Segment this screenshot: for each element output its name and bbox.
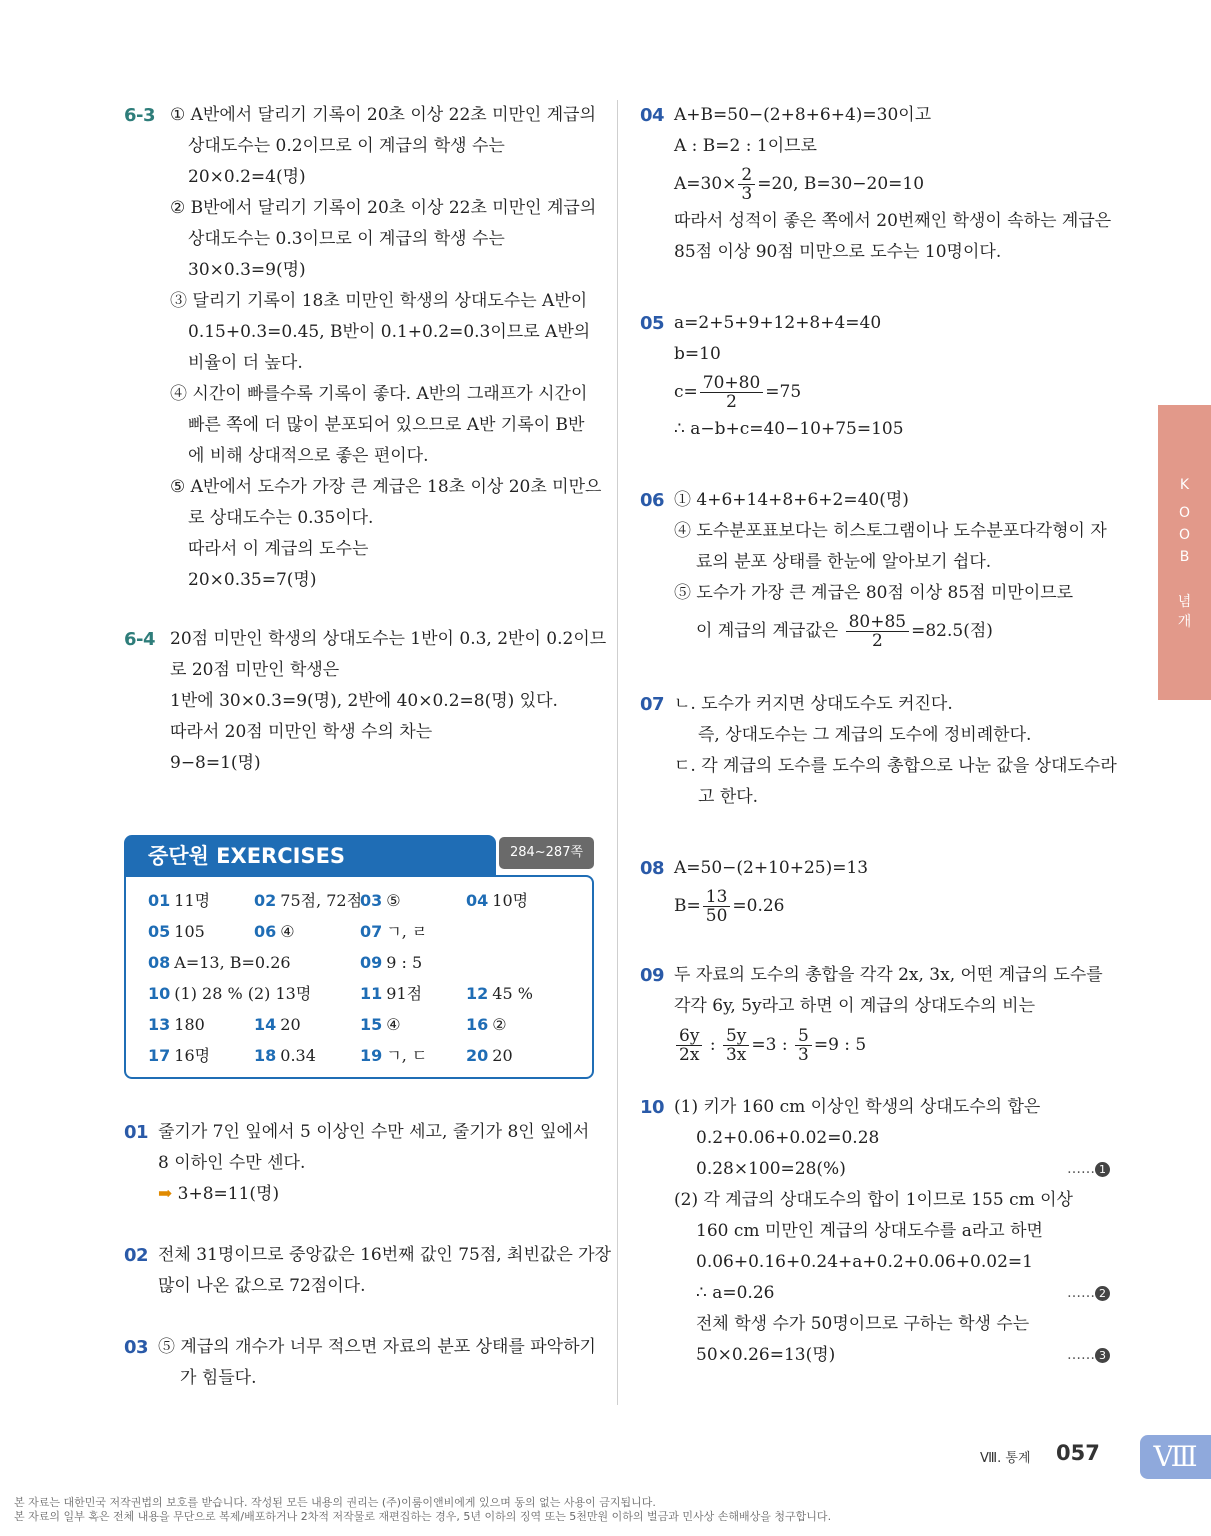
problem-number: 03 <box>124 1337 149 1358</box>
text-line: ⑤ 계급의 개수가 너무 적으면 자료의 분포 상태를 파악하기 <box>158 1337 596 1357</box>
exercise-number: 17 <box>148 1046 171 1065</box>
exercise-value: 105 <box>174 922 205 941</box>
text-line: ④ 시간이 빠를수록 기록이 좋다. A반의 그래프가 시간이 <box>170 384 588 404</box>
text-line: 0.2+0.06+0.02=0.28 <box>696 1128 880 1148</box>
score-mark-1: …… 1 <box>1067 1154 1110 1185</box>
exercise-number: 08 <box>148 953 171 972</box>
problem-number: 10 <box>640 1097 665 1118</box>
problem-07 <box>640 689 1117 813</box>
problem-number: 6-4 <box>124 629 156 650</box>
exercise-number: 16 <box>466 1015 489 1034</box>
problem-number: 05 <box>640 313 665 334</box>
text-line: 상대도수는 0.2이므로 이 계급의 학생 수는 <box>188 136 505 156</box>
fraction: $\frac{70+80}{2}$ <box>700 374 764 411</box>
exercise-answer <box>360 916 466 947</box>
exercise-answer <box>148 1009 254 1040</box>
score-mark-3: …… 3 <box>1067 1340 1110 1371</box>
text-line: ③ 달리기 기록이 18초 미만인 학생의 상대도수는 A반이 <box>170 291 588 311</box>
problem-02 <box>124 1240 611 1302</box>
text-line: 20점 미만인 학생의 상대도수는 1반이 0.3, 2반이 0.2이므 <box>170 629 607 649</box>
exercise-value: 11명 <box>174 891 211 910</box>
text-line: =3 : <box>751 1035 793 1055</box>
problem-number: 6-3 <box>124 105 156 126</box>
text-line: (2) 각 계급의 상대도수의 합이 1이므로 155 cm 이상 <box>674 1190 1073 1210</box>
text-line: B= <box>674 896 701 916</box>
exercise-answer <box>254 978 360 1009</box>
exercise-number: 10 <box>148 984 171 1003</box>
exercise-value: ④ <box>280 922 295 941</box>
text-line: ∴ a−b+c=40−10+75=105 <box>674 419 904 439</box>
exercise-value: 75점, 72점 <box>280 891 363 910</box>
exercise-answer <box>254 885 363 916</box>
score-mark-2: …… 2 <box>1067 1278 1110 1309</box>
answer-line: 3+8=11(명) <box>177 1184 280 1204</box>
exercise-value: 20 <box>492 1046 513 1065</box>
exercise-number: 19 <box>360 1046 383 1065</box>
side-tab-char: 개 <box>1177 614 1192 630</box>
text-line: 비율이 더 높다. <box>188 353 303 373</box>
exercise-answer <box>466 947 572 978</box>
problem-03 <box>124 1332 594 1394</box>
text-line: ⑤ A반에서 도수가 가장 큰 계급은 18초 이상 20초 미만으 <box>170 477 602 497</box>
problem-number: 06 <box>640 490 665 511</box>
exercise-value: 16명 <box>174 1046 211 1065</box>
exercise-number: 18 <box>254 1046 277 1065</box>
problem-08 <box>640 853 1112 928</box>
side-tab-char: O <box>1178 505 1191 521</box>
exercise-number: 03 <box>360 891 383 910</box>
exercise-number: 15 <box>360 1015 383 1034</box>
side-tab-concept-book <box>1158 405 1211 700</box>
text-line: 료의 분포 상태를 한눈에 알아보기 쉽다. <box>696 552 992 572</box>
fraction: $\frac{80+85}{2}$ <box>846 613 910 650</box>
text-line: 두 자료의 도수의 총합을 각각 2x, 3x, 어떤 계급의 도수를 <box>674 965 1103 985</box>
column-divider <box>617 100 618 1405</box>
text-line: 160 cm 미만인 계급의 상대도수를 a라고 하면 <box>696 1221 1043 1241</box>
exercise-number: 13 <box>148 1015 171 1034</box>
exercise-answer <box>254 947 360 978</box>
problem-05 <box>640 308 1112 445</box>
exercise-answer <box>148 978 312 1009</box>
text-line: 따라서 20점 미만인 학생 수의 차는 <box>170 722 433 742</box>
text-line: 0.28×100=28(%) <box>696 1159 846 1179</box>
text-line: =82.5(점) <box>911 621 993 641</box>
text-line: 많이 나온 값으로 72점이다. <box>158 1276 366 1296</box>
text-line: ㄴ. 도수가 커지면 상대도수도 커진다. <box>674 694 953 714</box>
exercise-answer <box>466 916 572 947</box>
exercise-value: ㄱ, ㄹ <box>386 922 428 941</box>
exercise-number: 12 <box>466 984 489 1003</box>
exercises-title: 중단원 EXERCISES <box>124 835 496 875</box>
right-column <box>640 100 1117 1395</box>
text-line: 가 힘들다. <box>180 1368 257 1388</box>
exercise-number: 02 <box>254 891 277 910</box>
problem-10 <box>640 1092 1112 1371</box>
text-line: A=50−(2+10+25)=13 <box>674 858 869 878</box>
text-line: c= <box>674 382 698 402</box>
side-tab-char: O <box>1178 527 1191 543</box>
fraction: $\frac{5y}{3x}$ <box>723 1027 749 1064</box>
text-line: ① 4+6+14+8+6+2=40(명) <box>674 490 909 510</box>
text-line: 고 한다. <box>698 787 759 807</box>
fraction: $\frac{2}{3}$ <box>738 166 755 203</box>
copyright-notice: 본 자료는 대한민국 저작권법의 보호를 받습니다. 작성된 모든 내용의 권리는 (주)이룸이앤비에게 있으며 동의 없는 사용이 금지됩니다. 본 자료의 일부 혹은 전체 내용을 무단으로 복제/배포하거나 2차적 저작물로 재편집하는 경우, 5년 이하의 징역 또는 5천만원 이하의 벌금과 민사상 손해배상을 청구합니다. <box>14 1496 832 1523</box>
exercise-number: 07 <box>360 922 383 941</box>
exercise-answer <box>466 978 572 1009</box>
problem-number: 01 <box>124 1122 149 1143</box>
text-line: 빠른 쪽에 더 많이 분포되어 있으므로 A반 기록이 B반 <box>188 415 585 435</box>
exercise-value: 10명 <box>492 891 529 910</box>
exercise-number: 04 <box>466 891 489 910</box>
text-line: 전체 학생 수가 50명이므로 구하는 학생 수는 <box>696 1314 1030 1334</box>
problem-number: 04 <box>640 105 665 126</box>
exercise-number: 20 <box>466 1046 489 1065</box>
exercise-value: ㄱ, ㄷ <box>386 1046 428 1065</box>
fraction: $\frac{6y}{2x}$ <box>676 1027 702 1064</box>
problem-04 <box>640 100 1112 268</box>
exercise-value: 91점 <box>386 984 423 1003</box>
exercise-answer <box>360 1009 466 1040</box>
fraction: $\frac{13}{50}$ <box>703 888 731 925</box>
chapter-label: Ⅷ. 통계 <box>980 1451 1031 1466</box>
exercise-value: A=13, B=0.26 <box>174 953 291 972</box>
text-line: =75 <box>765 382 802 402</box>
exercise-value: ④ <box>386 1015 401 1034</box>
side-tab-char: K <box>1179 477 1190 493</box>
text-line: : <box>704 1035 721 1055</box>
text-line: ② B반에서 달리기 기록이 20초 이상 22초 미만인 계급의 <box>170 198 597 218</box>
exercise-answer <box>148 1040 254 1071</box>
text-line: 이 계급의 계급값은 <box>696 621 839 641</box>
exercise-number: 11 <box>360 984 383 1003</box>
text-line: =20, B=30−20=10 <box>757 174 925 194</box>
text-line: A : B=2 : 1이므로 <box>674 136 817 156</box>
exercise-answer <box>360 978 466 1009</box>
text-line: 에 비해 상대적으로 좋은 편이다. <box>188 446 429 466</box>
exercise-value: ② <box>492 1015 507 1034</box>
text-line: ④ 도수분포표보다는 히스토그램이나 도수분포다각형이 자 <box>674 521 1107 541</box>
exercise-answer <box>148 916 254 947</box>
problem-number: 02 <box>124 1245 149 1266</box>
text-line: 50×0.26=13(명) <box>696 1345 836 1365</box>
text-line: 8 이하인 수만 센다. <box>158 1153 306 1173</box>
text-line: ⑤ 도수가 가장 큰 계급은 80점 이상 85점 미만이므로 <box>674 583 1074 603</box>
exercise-value: (1) 28 % (2) 13명 <box>174 984 312 1003</box>
problem-number: 09 <box>640 965 665 986</box>
exercise-answer <box>360 1040 466 1071</box>
exercise-value: 0.34 <box>280 1046 316 1065</box>
page-footer <box>0 1435 1211 1475</box>
text-line: a=2+5+9+12+8+4=40 <box>674 313 882 333</box>
text-line: 줄기가 7인 잎에서 5 이상인 수만 세고, 줄기가 8인 잎에서 <box>158 1122 590 1142</box>
side-tab-char: 념 <box>1177 594 1192 610</box>
fraction: $\frac{5}{3}$ <box>795 1027 812 1064</box>
exercise-number: 05 <box>148 922 171 941</box>
text-line: =9 : 5 <box>813 1035 867 1055</box>
text-line: A=30× <box>674 174 737 194</box>
chapter-badge: Ⅷ <box>1140 1435 1211 1479</box>
page-number: 057 <box>1056 1441 1100 1465</box>
text-line: 따라서 성적이 좋은 쪽에서 20번째인 학생이 속하는 계급은 <box>674 211 1112 231</box>
exercise-value: ⑤ <box>386 891 401 910</box>
text-line: 85점 이상 90점 미만으로 도수는 10명이다. <box>674 242 1002 262</box>
exercise-value: 20 <box>280 1015 301 1034</box>
problem-number: 07 <box>640 694 665 715</box>
exercise-value: 9 : 5 <box>386 953 423 972</box>
problem-09 <box>640 960 1112 1068</box>
text-line: 20×0.35=7(명) <box>188 570 317 590</box>
text-line: 30×0.3=9(명) <box>188 260 306 280</box>
exercise-number: 09 <box>360 953 383 972</box>
exercises-page-range: 284~287쪽 <box>499 837 594 869</box>
left-column <box>124 100 611 1418</box>
text-line: =0.26 <box>732 896 785 916</box>
problem-6-3 <box>124 100 602 596</box>
exercise-answer <box>254 1009 360 1040</box>
exercise-answer <box>148 947 291 978</box>
text-line: 20×0.2=4(명) <box>188 167 306 187</box>
text-line: ㄷ. 각 계급의 도수를 도수의 총합으로 나눈 값을 상대도수라 <box>674 756 1117 776</box>
text-line: 상대도수는 0.3이므로 이 계급의 학생 수는 <box>188 229 505 249</box>
exercise-value: 180 <box>174 1015 205 1034</box>
text-line: 즉, 상대도수는 그 계급의 도수에 정비례한다. <box>698 725 1032 745</box>
problem-01 <box>124 1117 594 1210</box>
arrow-right-icon: ➡ <box>158 1184 173 1204</box>
exercise-number: 14 <box>254 1015 277 1034</box>
text-line: 각각 6y, 5y라고 하면 이 계급의 상대도수의 비는 <box>674 996 1035 1016</box>
exercise-answer <box>466 885 572 916</box>
exercise-answer <box>360 885 466 916</box>
text-line: b=10 <box>674 344 721 364</box>
text-line: A+B=50−(2+8+6+4)=30이고 <box>674 105 932 125</box>
text-line: (1) 키가 160 cm 이상인 학생의 상대도수의 합은 <box>674 1097 1041 1117</box>
exercise-answer <box>466 1009 572 1040</box>
text-line: 로 상대도수는 0.35이다. <box>188 508 374 528</box>
problem-number: 08 <box>640 858 665 879</box>
problem-6-4 <box>124 624 607 779</box>
exercise-value: 45 % <box>492 984 533 1003</box>
text-line: ∴ a=0.26 <box>696 1283 775 1303</box>
exercise-answer <box>148 885 254 916</box>
text-line: 0.06+0.16+0.24+a+0.2+0.06+0.02=1 <box>696 1252 1033 1272</box>
problem-06 <box>640 485 1112 653</box>
text-line: 1반에 30×0.3=9(명), 2반에 40×0.2=8(명) 있다. <box>170 691 558 711</box>
exercises-answer-box <box>124 835 594 1079</box>
exercise-answer <box>254 1040 360 1071</box>
exercise-answer <box>360 947 466 978</box>
exercise-number: 06 <box>254 922 277 941</box>
text-line: 0.15+0.3=0.45, B반이 0.1+0.2=0.3이므로 A반의 <box>188 322 591 342</box>
exercise-answer <box>466 1040 572 1071</box>
text-line: 9−8=1(명) <box>170 753 261 773</box>
side-tab-char: B <box>1179 549 1190 565</box>
text-line: 따라서 이 계급의 도수는 <box>188 539 369 559</box>
text-line: 전체 31명이므로 중앙값은 16번째 값인 75점, 최빈값은 가장 <box>158 1245 611 1265</box>
exercise-number: 01 <box>148 891 171 910</box>
text-line: ① A반에서 달리기 기록이 20초 이상 22초 미만인 계급의 <box>170 105 597 125</box>
exercise-answer <box>254 916 360 947</box>
text-line: 로 20점 미만인 학생은 <box>170 660 340 680</box>
exercises-answer-grid <box>124 875 594 1079</box>
